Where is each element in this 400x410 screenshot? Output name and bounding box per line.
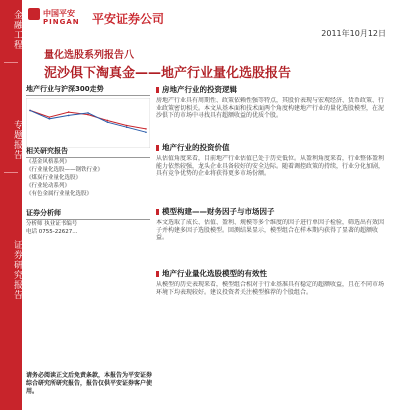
bullet-icon xyxy=(156,271,159,277)
bullet-icon xyxy=(156,87,159,93)
sidebar-label-category: 金融工程 xyxy=(12,10,22,50)
related-item[interactable]: 《基金风格系列》 xyxy=(26,159,71,165)
section-heading xyxy=(156,268,388,279)
analyst-line: 分析师 执业证书编号 xyxy=(26,221,78,227)
data-point xyxy=(29,110,31,112)
related-item[interactable]: 《行业轮动系列》 xyxy=(26,183,71,189)
data-point xyxy=(68,111,70,113)
analyst-block xyxy=(26,208,150,236)
section-text: 从模型的历史表现来看，模型组合相对于行业基准具有稳定的超额收益，且在不同市场环境下均表现较好。建议投资者关注模型推荐的个股组合。 xyxy=(156,281,385,296)
bullet-icon xyxy=(156,145,159,151)
section-text: 从估值角度来看，目前地产行业估值已处于历史低位。从盈利角度来看，行业整体盈利能力依然较强，龙头企业具备较好的安全边际。随着调控政策的持续，行业分化加剧，具有竞争优势的企业将获得更多市场份额。 xyxy=(156,155,385,177)
data-point xyxy=(126,126,128,128)
related-reports xyxy=(26,146,150,198)
data-point xyxy=(107,120,109,122)
data-point xyxy=(107,121,109,123)
sidebar-label-report: 证券研究报告 xyxy=(12,240,22,300)
chart-title: 地产行业与沪深300走势 xyxy=(26,84,150,96)
analyst-heading: 证券分析师 xyxy=(26,208,150,220)
section-text: 本文选取了成长、估值、盈利、规模等多个维度的因子进行单因子检验，筛选出有效因子并构建多因子选股模型。回测结果显示，模型组合在样本期内获得了显著的超额收益。 xyxy=(156,219,385,241)
section-heading xyxy=(156,206,388,217)
analyst-line: 电话 0755-22627... xyxy=(26,229,78,235)
related-item[interactable]: 《有色金属行业量化选股》 xyxy=(26,191,93,197)
report-series: 量化选股系列报告八 xyxy=(44,50,134,61)
related-item[interactable]: 《煤炭行业量化选股》 xyxy=(26,175,82,181)
section-heading-text: 房地产行业的投资逻辑 xyxy=(162,85,237,94)
chart-svg xyxy=(26,98,150,148)
data-point xyxy=(49,116,51,118)
logo-cn: 中国平安 xyxy=(43,9,75,18)
company-name: 平安证券公司 xyxy=(92,12,165,26)
report-date: 2011年10月12日 xyxy=(321,29,386,38)
sidebar-divider xyxy=(4,62,18,63)
line-chart xyxy=(26,98,150,148)
disclaimer: 请务必阅读正文后免责条款，本报告为平安证券综合研究所研究报告，报告仅供平安证券客户使用。 xyxy=(26,372,153,395)
sidebar-label-type: 专题报告 xyxy=(12,120,22,160)
section-text: 房地产行业具有周期性、政策依赖性强等特点，其股价表现与宏观经济、货币政策、行业政策密切相关。本文从基本面和技术面两个角度构建地产行业的量化选股模型，在泥沙俱下的市场中寻找具有超额收益的优质个股。 xyxy=(156,97,385,119)
chart-panel xyxy=(26,84,150,148)
data-point xyxy=(145,131,147,133)
section-heading xyxy=(156,142,388,153)
data-point xyxy=(145,128,147,130)
related-item[interactable]: 《行业量化选股——钢铁行业》 xyxy=(26,167,104,173)
data-point xyxy=(68,115,70,117)
data-point xyxy=(126,125,128,127)
sidebar-divider xyxy=(4,172,18,173)
section-heading-text: 地产行业量化选股模型的有效性 xyxy=(162,269,267,278)
section-heading-text: 地产行业的投资价值 xyxy=(162,143,230,152)
section-heading-text: 模型构建——财务因子与市场因子 xyxy=(162,207,275,216)
section-2 xyxy=(156,142,388,178)
related-heading: 相关研究报告 xyxy=(26,146,150,158)
bullet-icon xyxy=(156,209,159,215)
data-point xyxy=(87,114,89,116)
data-point xyxy=(49,118,51,120)
logo-en: PINGAN xyxy=(43,18,80,26)
page-title: 泥沙俱下淘真金——地产行业量化选股报告 xyxy=(44,66,292,81)
sidebar xyxy=(0,0,22,410)
section-3 xyxy=(156,206,388,242)
data-point xyxy=(87,112,89,114)
pingan-logo-icon xyxy=(28,8,40,20)
section-1 xyxy=(156,84,388,120)
section-4 xyxy=(156,268,388,296)
section-heading xyxy=(156,84,388,95)
